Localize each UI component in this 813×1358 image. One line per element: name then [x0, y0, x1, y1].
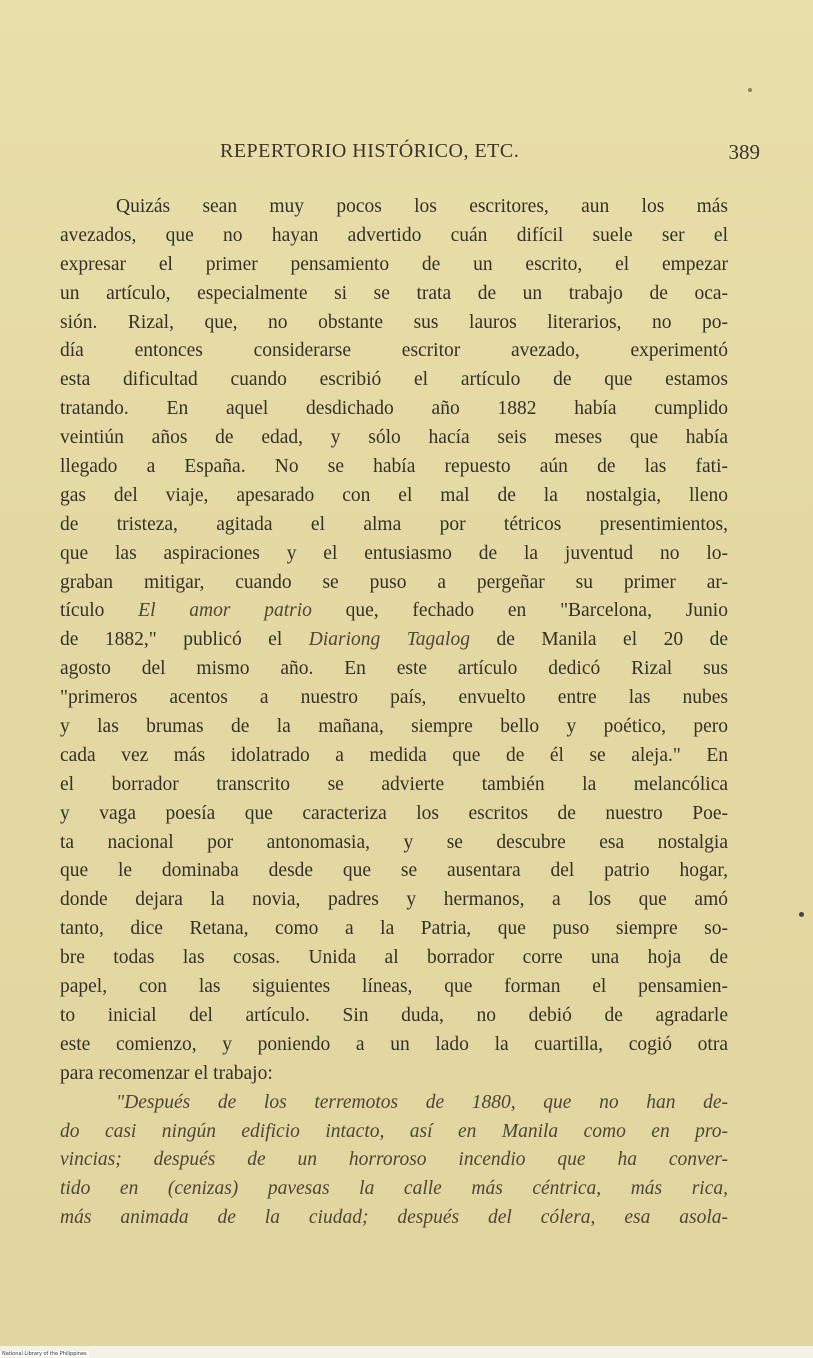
- text-line: el borrador transcrito se advierte también la melancólica: [60, 773, 728, 795]
- text-line: to inicial del artículo. Sin duda, no debió de agradarle: [60, 1004, 728, 1026]
- text-line: papel, con las siguientes líneas, que forman el pensamien-: [60, 976, 728, 998]
- quote-line: más animada de la ciudad; después del cólera, esa asola-: [60, 1207, 728, 1229]
- text-line: expresar el primer pensamiento de un escrito, el empezar: [60, 253, 728, 275]
- text-line: para recomenzar el trabajo:: [60, 1062, 273, 1084]
- text-line-paper: [60, 626, 728, 655]
- text-line: bre todas las cosas. Unida al borrador corre una hoja de: [60, 947, 728, 969]
- quoted-draft: [60, 1089, 728, 1233]
- quote-line: do casi ningún edificio intacto, así en Manila como en pro-: [60, 1120, 728, 1142]
- text-line: ta nacional por antonomasia, y se descubre esa nostalgia: [60, 831, 728, 853]
- text-line: agosto del mismo año. En este artículo dedicó Rizal sus: [60, 658, 728, 680]
- body-text: [60, 193, 728, 1233]
- quote-line: "Después de los terremotos de 1880, que no han de-: [116, 1091, 728, 1113]
- text-line: que le dominaba desde que se ausentara del patrio hogar,: [60, 860, 728, 882]
- text-line: esta dificultad cuando escribió el artículo de que estamos: [60, 369, 728, 391]
- line-prefix: tículo: [60, 600, 139, 622]
- text-line: este comienzo, y poniendo a un lado la cuartilla, cogió otra: [60, 1033, 728, 1055]
- text-line: sión. Rizal, que, no obstante sus lauros literarios, no po-: [60, 311, 728, 333]
- text-line: veintiún años de edad, y sólo hacía seis meses que había: [60, 427, 728, 449]
- scan-bottom-strip: [0, 1346, 813, 1358]
- page-number: 389: [728, 140, 760, 164]
- text-line: avezados, que no hayan advertido cuán difícil suele ser el: [60, 224, 728, 246]
- quote-line: vincias; después de un horroroso incendio que ha conver-: [60, 1149, 728, 1171]
- text-line: "primeros acentos a nuestro país, envuelto entre las nubes: [60, 687, 728, 709]
- text-line: un artículo, especialmente si se trata de un trabajo de oca-: [60, 282, 728, 304]
- library-credit: National Library of the Philippines: [2, 1351, 87, 1357]
- line-suffix: de Manila el 20 de: [469, 629, 728, 651]
- text-line: tanto, dice Retana, como a la Patria, que puso siempre so-: [60, 918, 728, 940]
- margin-dot: [748, 88, 752, 92]
- article-title: El amor patrio: [138, 600, 312, 622]
- text-line: gas del viaje, apesarado con el mal de la nostalgia, lleno: [60, 484, 728, 506]
- text-line: y vaga poesía que caracteriza los escritos de nuestro Poe-: [60, 802, 728, 824]
- text-line: donde dejara la novia, padres y hermanos, a los que amó: [60, 889, 728, 911]
- margin-dot: [799, 912, 804, 917]
- line-suffix: que, fechado en "Barcelona, Junio: [311, 600, 728, 622]
- text-line: día entonces considerarse escritor avezado, experimentó: [60, 340, 728, 362]
- text-line: cada vez más idolatrado a medida que de él se aleja." En: [60, 744, 728, 766]
- text-line: que las aspiraciones y el entusiasmo de la juventud no lo-: [60, 542, 728, 564]
- page-header: [60, 140, 760, 170]
- running-head: REPERTORIO HISTÓRICO, ETC.: [220, 140, 520, 162]
- text-line: de tristeza, agitada el alma por tétricos presentimientos,: [60, 513, 728, 535]
- newspaper-name: Diariong Tagalog: [308, 629, 470, 651]
- text-line: Quizás sean muy pocos los escritores, aun los más: [116, 196, 728, 217]
- text-line: llegado a España. No se había repuesto aún de las fati-: [60, 456, 728, 478]
- line-prefix: de 1882," publicó el: [60, 629, 309, 651]
- text-line: tratando. En aquel desdichado año 1882 había cumplido: [60, 398, 728, 420]
- text-line-title: [60, 597, 728, 626]
- quote-line: tido en (cenizas) pavesas la calle más céntrica, más rica,: [60, 1178, 728, 1200]
- text-line: graban mitigar, cuando se puso a pergeñar su primer ar-: [60, 571, 728, 593]
- text-line: y las brumas de la mañana, siempre bello y poético, pero: [60, 716, 728, 738]
